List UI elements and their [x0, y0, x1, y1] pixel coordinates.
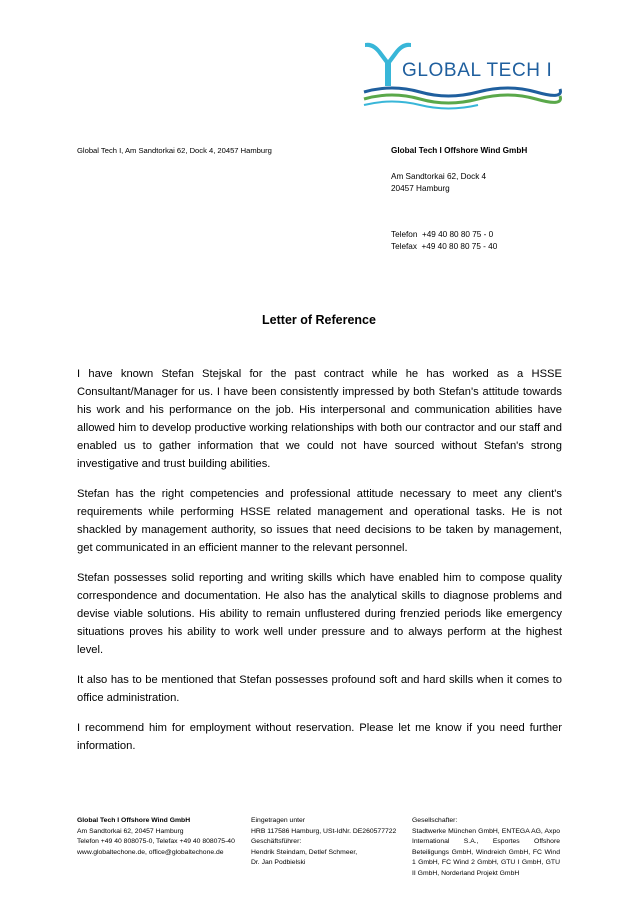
logo-wordmark: GLOBAL TECH I [402, 60, 553, 81]
recipient-city: 20457 Hamburg [391, 184, 450, 193]
body-paragraph: Stefan has the right competencies and professional attitude necessary to meet any client's requirements while performing HSSE related management and operational tasks. He is not shackled by management authority, so issues that need decisions to be taken by management, get communicated in an efficient manner to the relevant personnel. [77, 488, 562, 554]
recipient-street: Am Sandtorkai 62, Dock 4 [391, 172, 487, 181]
footer-contact: Telefon +49 40 808075-0, Telefax +49 40 808075-40 [77, 838, 235, 846]
footer-reg-line: Hendrik Steindam, Detlef Schmeer, [251, 848, 358, 856]
body-paragraph: Stefan possesses solid reporting and writing skills which have enabled him to compose quality correspondence and documentation. He also has the analytical skills to diagnose problems and devise viable solutions. His ability to remain unflustered during frenzied periods like emergency situations proves his ability to work well under pressure and to always perform at the highest level. [77, 572, 562, 656]
footer-company-name: Global Tech I Offshore Wind GmbH [77, 817, 191, 824]
recipient-phone: Telefon +49 40 80 80 75 - 0 [391, 230, 494, 239]
footer-reg-line: Dr. Jan Podbielski [251, 859, 306, 867]
footer-reg-line: HRB 117586 Hamburg, USt-IdNr. DE260577722 [251, 827, 397, 835]
letter-title: Letter of Reference [262, 313, 376, 327]
footer-shareholders-label: Gesellschafter: [412, 817, 458, 824]
sender-address-line: Global Tech I, Am Sandtorkai 62, Dock 4, 20457 Hamburg [77, 146, 272, 155]
letter-body [77, 365, 562, 767]
body-paragraph: It also has to be mentioned that Stefan possesses profound soft and hard skills when it comes to office administration. [77, 674, 562, 704]
footer-web: www.globaltechone.de, office@globaltechone.de [77, 848, 224, 856]
footer-company-info [77, 816, 242, 858]
footer-address: Am Sandtorkai 62, 20457 Hamburg [77, 827, 184, 835]
footer-shareholders-text: Stadtwerke München GmbH, ENTEGA AG, Axpo International S.A., Esportes Offshore Beteiligungs GmbH, Windreich GmbH, FC Wind 1 GmbH, FC Wind 2 GmbH, GTU I GmbH, GTU II GmbH, Norderland Projekt GmbH [412, 827, 560, 877]
recipient-company: Global Tech I Offshore Wind GmbH [391, 146, 528, 155]
body-paragraph: I recommend him for employment without reservation. Please let me know if you need further information. [77, 722, 562, 752]
body-paragraph: I have known Stefan Stejskal for the past contract while he has worked as a HSSE Consultant/Manager for us. I have been consistently impressed by both Stefan's attitude towards his work and his performance on the job. His interpersonal and communication abilities have allowed him to develop productive working relationships with both our contractor and our staff and enabled us to gather information that we could not have sourced without Stefan's strong investigative and trust building abilities. [77, 368, 562, 470]
footer-reg-line: Geschäftsführer: [251, 838, 302, 846]
footer-reg-line: Eingetragen unter [251, 817, 306, 824]
recipient-fax: Telefax +49 40 80 80 75 - 40 [391, 242, 498, 251]
footer-registration [251, 816, 403, 869]
footer-shareholders [412, 816, 560, 880]
recipient-address-block [391, 145, 527, 253]
